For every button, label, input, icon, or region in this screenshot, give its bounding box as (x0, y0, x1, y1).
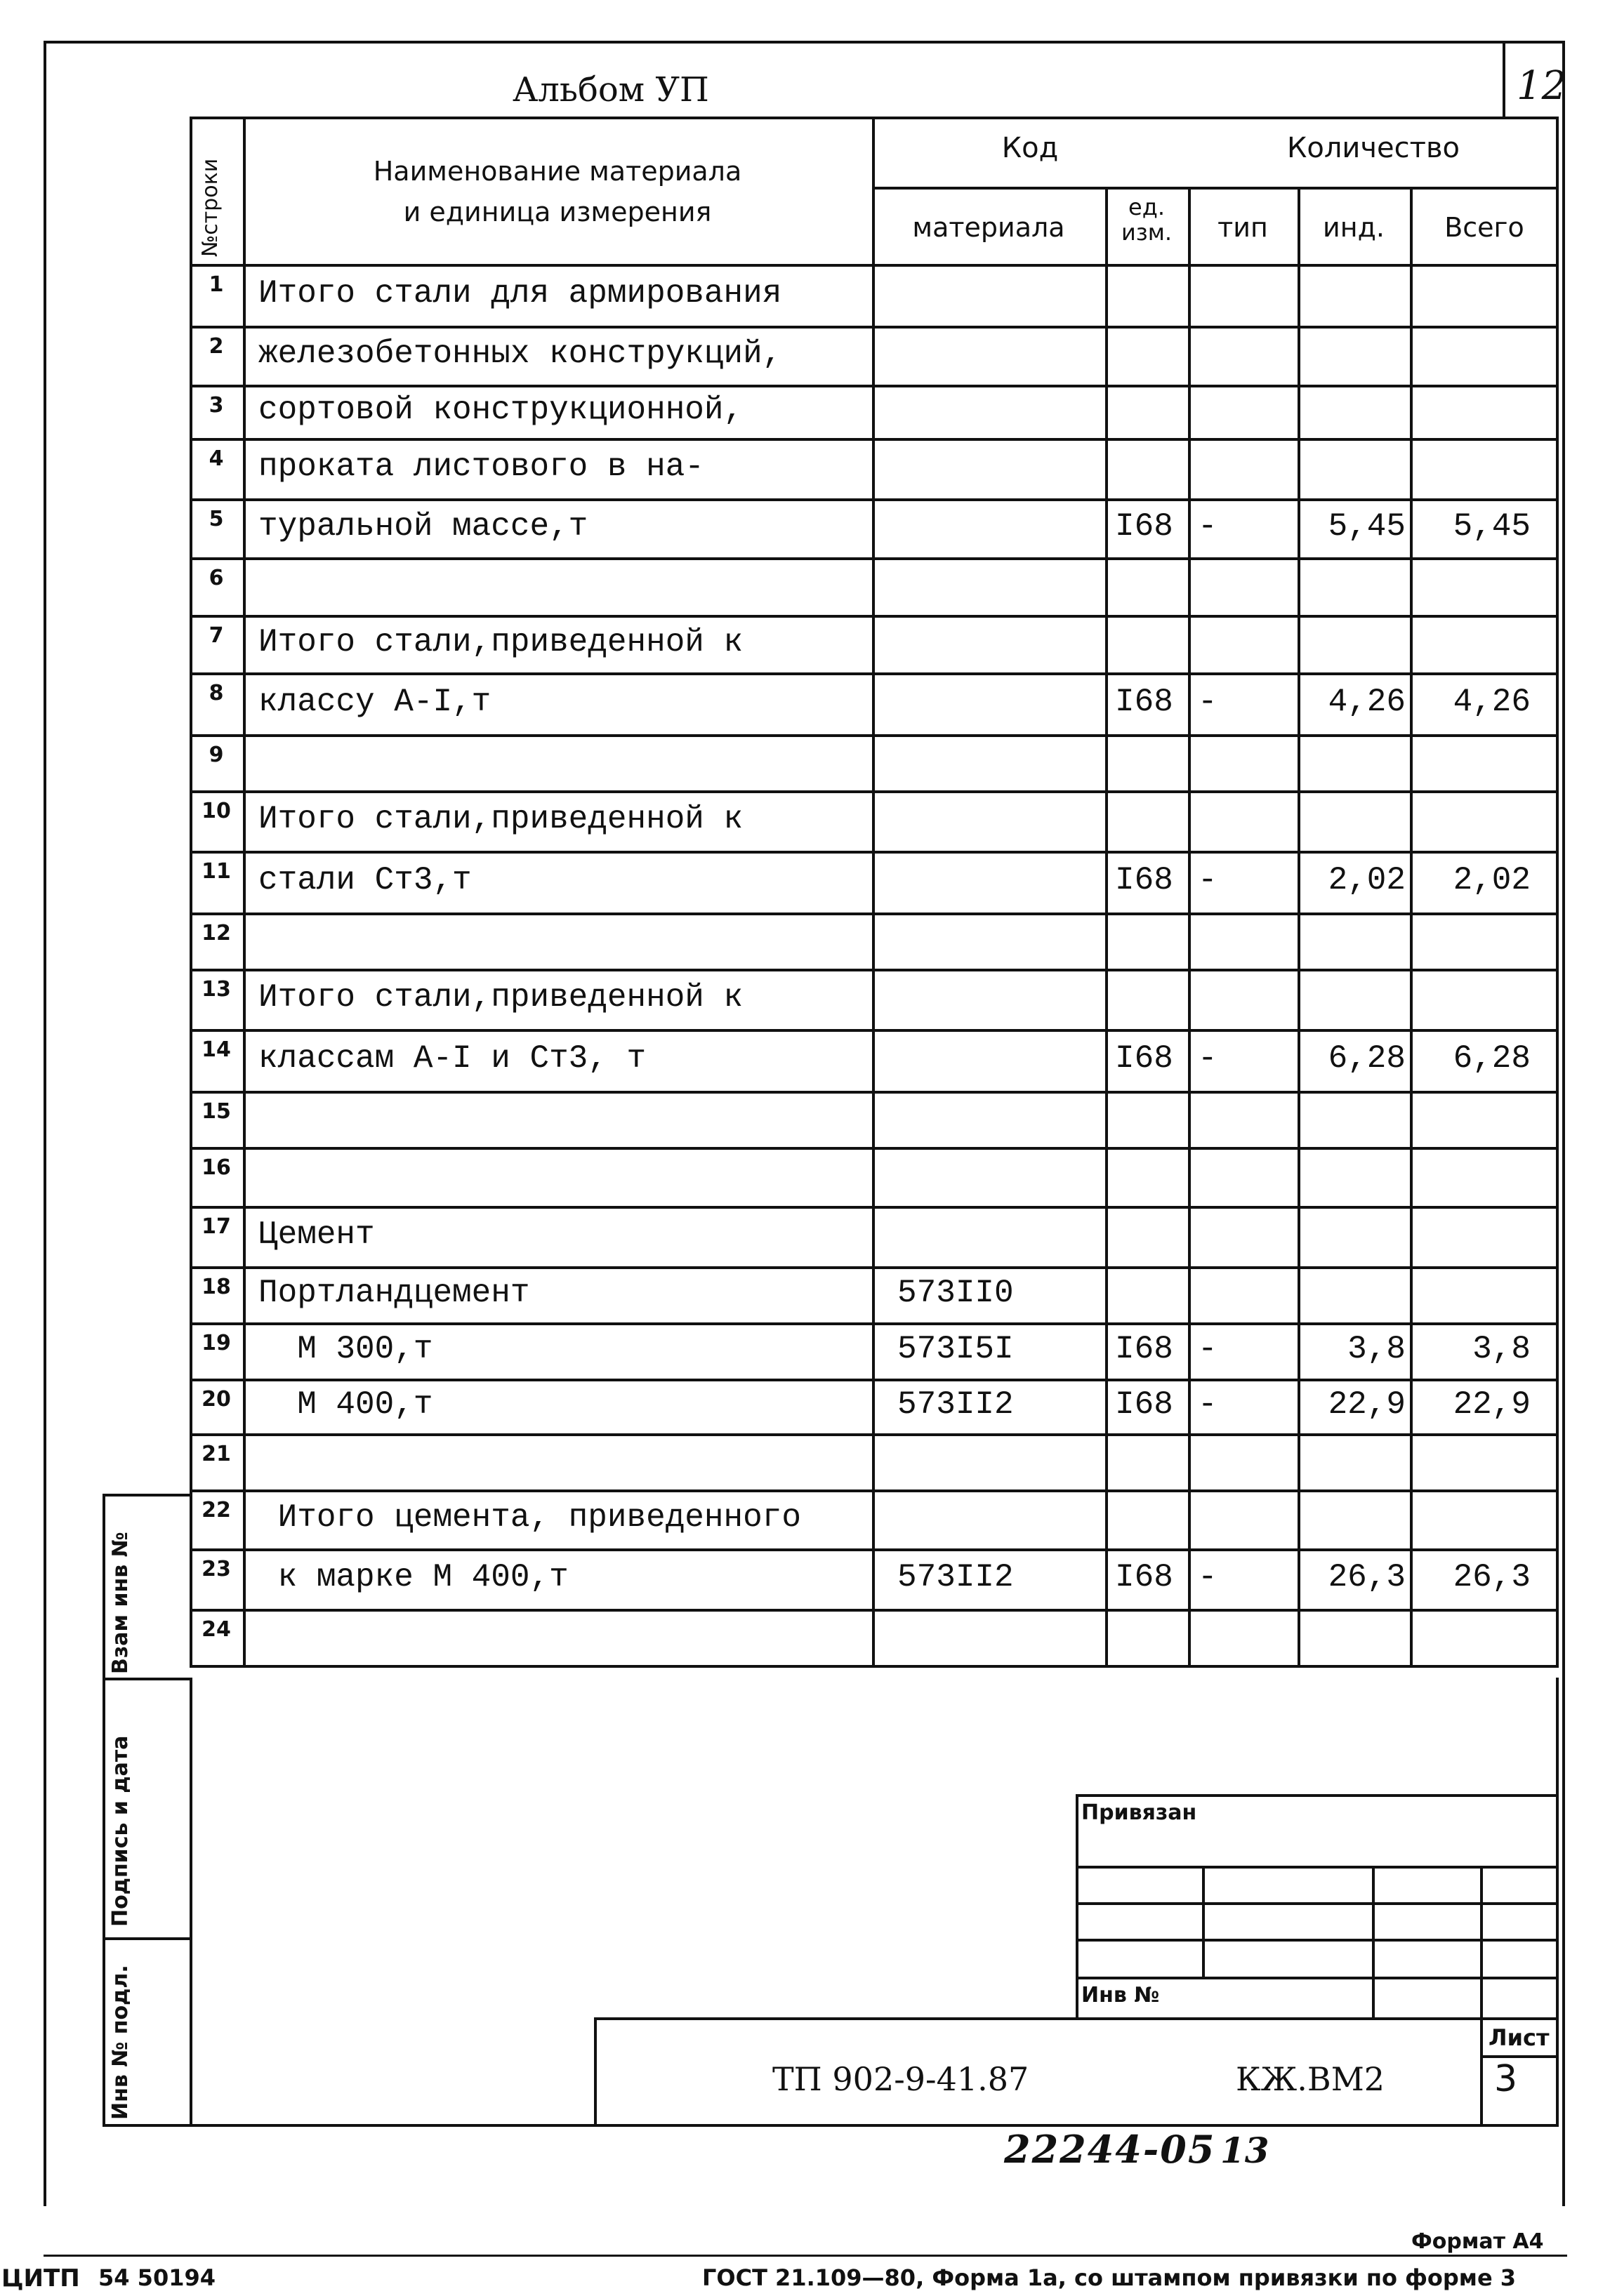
row-unit: I68 (1115, 1331, 1173, 1367)
row-number: 9 (209, 743, 224, 767)
row-material-code: 573II2 (897, 1559, 1014, 1595)
row-number: 16 (202, 1155, 231, 1180)
row-qty-total: 26,3 (1453, 1559, 1531, 1595)
col-header-name-2: и единица измерения (403, 197, 712, 227)
row-line (190, 1147, 1559, 1150)
materials-table (190, 117, 1559, 1678)
col-header-name-1: Наименование материала (373, 156, 742, 187)
row-line (190, 851, 1559, 854)
format-label: Формат А4 (1411, 2229, 1544, 2254)
row-unit: I68 (1115, 684, 1173, 720)
row-number: 13 (202, 977, 231, 1002)
row-qty-ind: 4,26 (1328, 684, 1406, 720)
row-type: - (1198, 862, 1217, 898)
row-material-name: Итого стали,приведенной к (258, 801, 744, 837)
col-line (1188, 187, 1191, 1665)
row-qty-ind: 26,3 (1328, 1559, 1406, 1595)
row-qty-ind: 6,28 (1328, 1040, 1406, 1077)
row-material-name: классам А-I и Ст3, т (258, 1040, 647, 1077)
row-number: 23 (202, 1557, 231, 1581)
row-material-code: 573II0 (897, 1275, 1014, 1311)
row-qty-total: 6,28 (1453, 1040, 1531, 1077)
row-line (190, 672, 1559, 675)
row-line (190, 557, 1559, 560)
stamp-doc-mark: КЖ.ВМ2 (1236, 2060, 1385, 2098)
row-type: - (1198, 1559, 1217, 1595)
row-unit: I68 (1115, 508, 1173, 545)
row-material-name: Цемент (258, 1216, 375, 1253)
row-number: 11 (202, 859, 231, 884)
row-material-name: Итого стали,приведенной к (258, 624, 744, 661)
row-material-name: М 400,т (258, 1386, 433, 1423)
row-number: 22 (202, 1498, 231, 1522)
row-line (190, 790, 1559, 793)
row-material-name: классу А-I,т (258, 684, 491, 720)
side-panel-line (103, 1494, 105, 2125)
row-line (190, 1266, 1559, 1269)
row-line (190, 969, 1559, 971)
col-header-unit-2: изм. (1121, 219, 1173, 246)
album-title: Альбом УП (513, 70, 709, 110)
row-number: 21 (202, 1442, 231, 1466)
row-material-name: стали Ст3,т (258, 862, 472, 898)
col-header-total: Всего (1444, 212, 1524, 243)
col-header-material: материала (912, 212, 1065, 243)
row-qty-ind: 3,8 (1347, 1331, 1406, 1367)
row-unit: I68 (1115, 1386, 1173, 1423)
row-material-name: сортовой конструкционной, (258, 392, 744, 428)
footer-org-code: 54 50194 (98, 2264, 216, 2291)
title-divider (1503, 41, 1505, 118)
row-line (190, 438, 1559, 441)
label-inv-podl: Инв № подл. (108, 1965, 133, 2120)
row-material-name: Итого цемента, приведенного (258, 1499, 801, 1536)
col-line (1105, 187, 1108, 1665)
col-header-type: тип (1217, 212, 1268, 243)
col-header-unit-1: ед. (1128, 194, 1165, 220)
row-number: 8 (209, 681, 224, 705)
row-line (190, 1029, 1559, 1032)
header-bottom-line (243, 264, 1559, 267)
row-number: 7 (209, 623, 224, 648)
row-number: 5 (209, 507, 224, 531)
row-line (190, 326, 1559, 329)
row-number: 19 (202, 1331, 231, 1355)
row-number: 3 (209, 393, 224, 418)
header-mid-line (872, 187, 1559, 190)
row-number: 18 (202, 1275, 231, 1299)
sheet-number: 12 (1517, 63, 1567, 109)
row-qty-total: 22,9 (1453, 1386, 1531, 1423)
col-header-rownum: №строки (198, 158, 223, 257)
row-line (190, 615, 1559, 618)
row-material-name: М 300,т (258, 1331, 433, 1367)
stamp-list-label: Лист (1489, 2024, 1550, 2051)
row-qty-total: 2,02 (1453, 862, 1531, 898)
row-material-name: проката листового в на- (258, 449, 704, 485)
stamp-inv-no: Инв № (1081, 1983, 1160, 2008)
row-line (190, 1433, 1559, 1436)
archive-page: 13 (1220, 2130, 1269, 2171)
row-number: 17 (202, 1214, 231, 1239)
stamp-list-no: 3 (1494, 2058, 1518, 2100)
row-number: 2 (209, 334, 224, 359)
table-bottom-border (190, 1665, 1559, 1668)
col-header-code: Код (1001, 132, 1059, 164)
row-line (190, 913, 1559, 915)
row-line (190, 385, 1559, 387)
label-vzam-inv: Взам инв № (108, 1532, 133, 1674)
row-line (190, 1379, 1559, 1381)
row-qty-ind: 5,45 (1328, 508, 1406, 545)
row-qty-total: 5,45 (1453, 508, 1531, 545)
archive-number: 22244-05 (1004, 2127, 1216, 2172)
row-type: - (1198, 684, 1217, 720)
row-material-name: железобетонных конструкций, (258, 336, 782, 372)
row-material-name: Портландцемент (258, 1275, 530, 1311)
stamp-doc-code: ТП 902-9-41.87 (772, 2060, 1029, 2098)
row-number: 20 (202, 1387, 231, 1412)
footer-gost: ГОСТ 21.109—80, Форма 1а, со штампом привязки по форме 3 (702, 2264, 1517, 2291)
row-line (190, 1322, 1559, 1325)
row-line (190, 1609, 1559, 1612)
row-qty-ind: 22,9 (1328, 1386, 1406, 1423)
col-header-qty: Количество (1286, 132, 1460, 164)
footer-org: ЦИТП (1, 2264, 80, 2292)
row-number: 12 (202, 921, 231, 945)
row-number: 6 (209, 566, 224, 590)
stamp-privyazan: Привязан (1081, 1800, 1197, 1825)
row-qty-total: 3,8 (1472, 1331, 1531, 1367)
row-type: - (1198, 1331, 1217, 1367)
row-number: 1 (209, 272, 224, 297)
row-line (190, 1206, 1559, 1209)
row-material-name: туральной массе,т (258, 508, 588, 545)
row-line (190, 498, 1559, 501)
row-qty-total: 4,26 (1453, 684, 1531, 720)
row-line (190, 1489, 1559, 1492)
row-material-name: Итого стали для армирования (258, 275, 782, 312)
row-number: 10 (202, 799, 231, 823)
col-header-ind: инд. (1323, 212, 1385, 243)
row-line (190, 1548, 1559, 1551)
row-material-name: к марке М 400,т (258, 1559, 569, 1595)
label-podpis-data: Подпись и дата (108, 1735, 133, 1927)
row-unit: I68 (1115, 862, 1173, 898)
row-unit: I68 (1115, 1559, 1173, 1595)
row-number: 14 (202, 1037, 231, 1062)
row-line (190, 734, 1559, 737)
row-type: - (1198, 1040, 1217, 1077)
row-number: 24 (202, 1617, 231, 1642)
row-material-code: 573I5I (897, 1331, 1014, 1367)
row-unit: I68 (1115, 1040, 1173, 1077)
row-number: 4 (209, 446, 224, 471)
row-type: - (1198, 1386, 1217, 1423)
row-qty-ind: 2,02 (1328, 862, 1406, 898)
row-line (190, 1091, 1559, 1094)
row-material-name: Итого стали,приведенной к (258, 979, 744, 1016)
row-material-code: 573II2 (897, 1386, 1014, 1423)
col-line (1410, 187, 1413, 1665)
col-line (1298, 187, 1300, 1665)
row-type: - (1198, 508, 1217, 545)
row-number: 15 (202, 1099, 231, 1124)
